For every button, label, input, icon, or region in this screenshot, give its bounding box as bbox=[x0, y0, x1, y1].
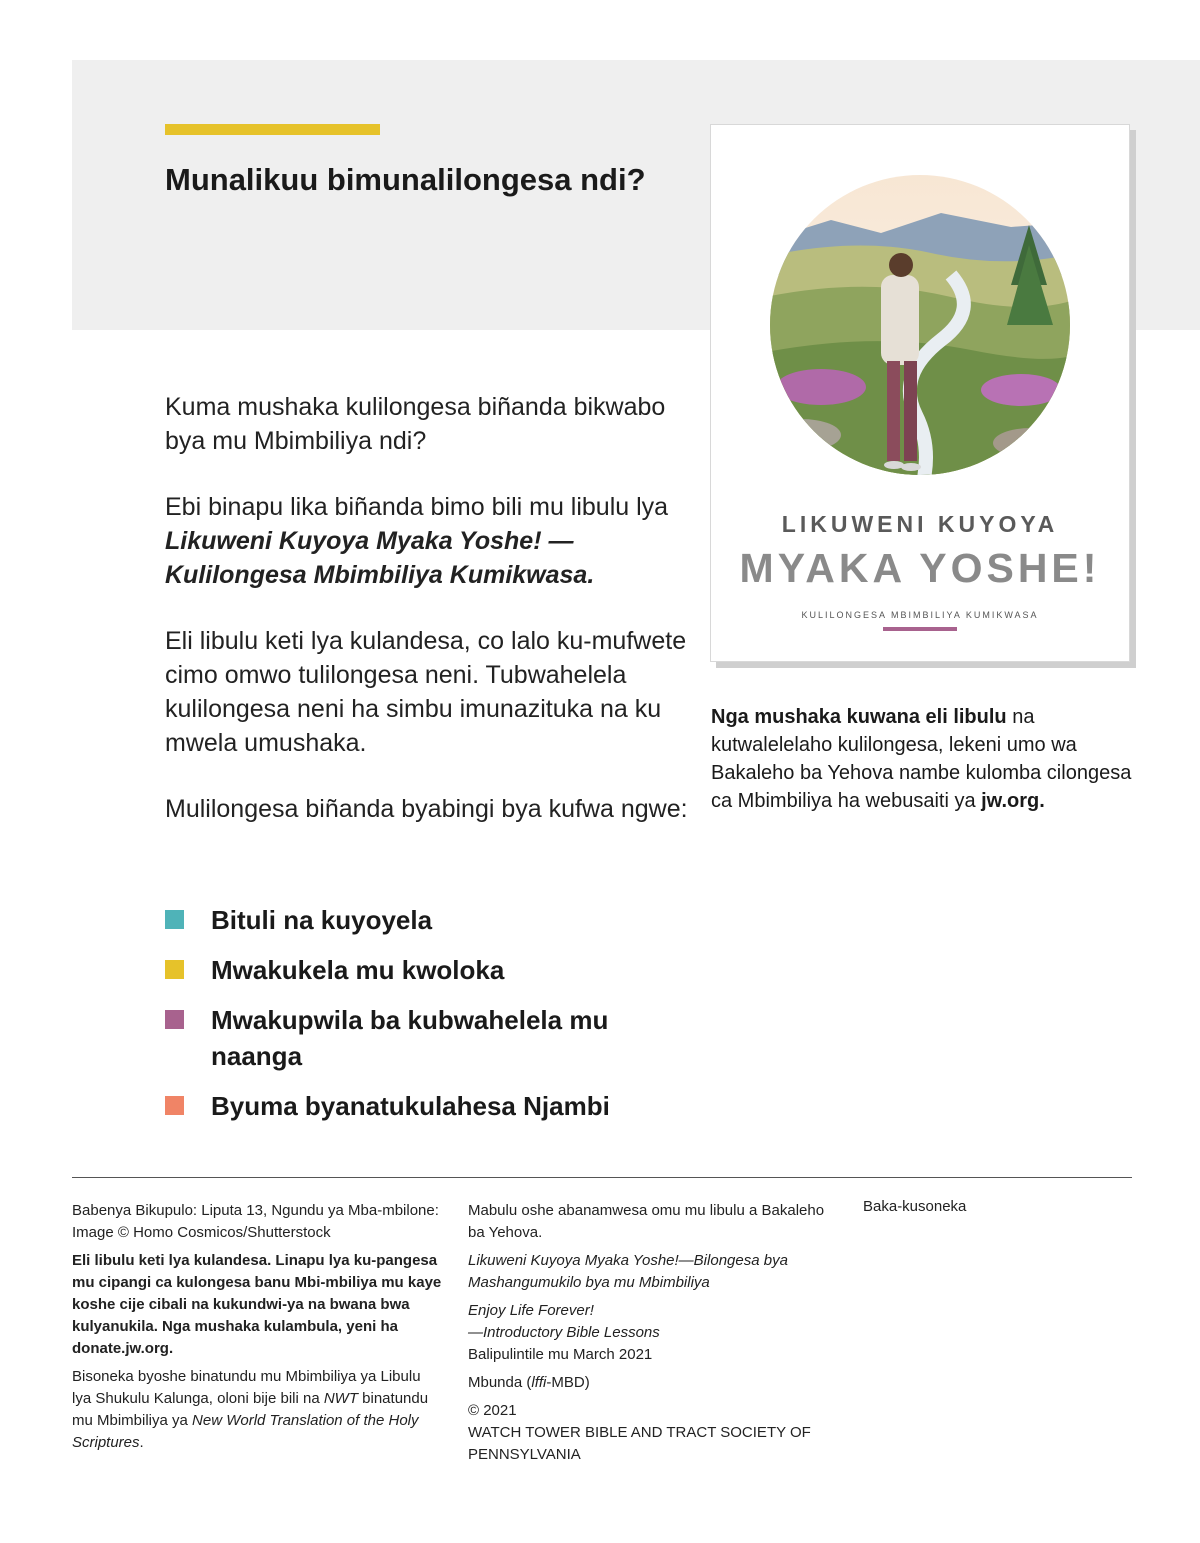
cta-text: na kutwalelelaho kulilongesa, lekeni umo wa Bakaleho ba Yehova nambe kulomba cilongesa ca Mbimbiliya ha webusaiti ya bbox=[711, 706, 1132, 812]
english-title-line-1: Enjoy Life Forever! bbox=[468, 1302, 594, 1319]
intro-paragraph-3: Eli libulu keti lya kulandesa, co lalo ku-mufwete cimo omwo tulilongesa neni. Tubwahelela kulilongesa neni ha simbu imunazituka na ku mwela umushaka. bbox=[165, 627, 687, 757]
image-credit: Babenya Bikupulo: Liputa 13, Ngundu ya Mba-mbilone: Image © Homo Cosmicos/Shutterstock bbox=[72, 1202, 439, 1241]
english-title-line-2: —Introductory Bible Lessons bbox=[468, 1324, 660, 1341]
publisher-note: Mabulu oshe abanamwesa omu mu libulu a Bakaleho ba Yehova. bbox=[468, 1202, 825, 1241]
topic-list bbox=[165, 902, 685, 1138]
topic-item bbox=[165, 952, 685, 988]
cover-illustration bbox=[711, 125, 1129, 505]
nwt-title: New World Translation of the Holy Scriptures bbox=[72, 1412, 419, 1451]
language-code-italic: lffi bbox=[531, 1374, 547, 1391]
local-title-text: Likuweni Kuyoya Myaka Yoshe!—Bilongesa bya Mashangumukilo bya mu Mbimbiliya bbox=[468, 1252, 788, 1291]
print-date: Balipulintile mu March 2021 bbox=[468, 1346, 653, 1363]
footer-column-3 bbox=[863, 1196, 1063, 1224]
cover-accent-line bbox=[883, 627, 957, 631]
book-cover bbox=[710, 124, 1130, 662]
teal-square-icon bbox=[165, 910, 184, 929]
nwt-abbrev: NWT bbox=[323, 1390, 358, 1407]
cta-lead: Nga mushaka kuwana eli libulu bbox=[711, 706, 1007, 728]
book-title: Likuweni Kuyoya Myaka Yoshe! —Kulilongesa Mbimbiliya Kumikwasa. bbox=[165, 527, 595, 589]
cover-subtitle: KULILONGESA MBIMBILIYA KUMIKWASA bbox=[801, 610, 1039, 620]
language-code-end: -MBD) bbox=[546, 1374, 590, 1391]
copyright-year: © 2021 bbox=[468, 1402, 517, 1419]
purple-square-icon bbox=[165, 1010, 184, 1029]
topic-label: Mwakupwila ba kubwahelela mu naanga bbox=[211, 1005, 609, 1071]
scripture-text-end: . bbox=[139, 1434, 144, 1451]
intro-paragraph-2 bbox=[165, 490, 695, 592]
intro-text bbox=[165, 390, 695, 858]
donation-note: Eli libulu keti lya kulandesa. Linapu lya ku-pangesa mu cipangi ca kulongesa banu Mbi-mbiliya mu kaye koshe cije cibali na kukundwi-ya na bwana bwa kulyanukila. Nga mushaka kulambula, yeni ha donate.jw.org. bbox=[72, 1252, 442, 1357]
topic-label: Mwakukela mu kwoloka bbox=[211, 955, 505, 985]
yellow-square-icon bbox=[165, 960, 184, 979]
footer-column-1 bbox=[72, 1200, 442, 1460]
footer-column-2 bbox=[468, 1200, 828, 1472]
topic-item bbox=[165, 902, 685, 938]
intro-paragraph-2-text: Ebi binapu lika biñanda bimo bili mu libulu lya bbox=[165, 493, 669, 521]
language-code bbox=[468, 1372, 828, 1394]
language-name: Mbunda ( bbox=[468, 1374, 532, 1391]
intro-paragraph-1: Kuma mushaka kulilongesa biñanda bikwabo bya mu Mbimbiliya ndi? bbox=[165, 393, 666, 455]
scripture-text: Bisoneka byoshe binatundu mu Mbimbiliya ya Libulu lya Shukulu Kalunga, oloni bije bili na bbox=[72, 1368, 421, 1407]
footer-divider bbox=[72, 1177, 1132, 1178]
topic-item bbox=[165, 1088, 685, 1124]
english-title bbox=[468, 1300, 828, 1366]
copyright bbox=[468, 1400, 828, 1466]
scripture-text-middle: binatundu mu Mbimbiliya ya bbox=[72, 1390, 429, 1429]
cover-title-main: MYAKA YOSHE! bbox=[739, 545, 1101, 591]
local-title bbox=[468, 1250, 828, 1294]
publisher-label: Baka-kusoneka bbox=[863, 1198, 967, 1215]
page-title: Munalikuu bimunalilongesa ndi? bbox=[165, 162, 646, 197]
title-accent-bar bbox=[165, 124, 380, 135]
call-to-action bbox=[711, 703, 1141, 815]
topic-item bbox=[165, 1002, 685, 1074]
copyright-holder: WATCH TOWER BIBLE AND TRACT SOCIETY OF PENNSYLVANIA bbox=[468, 1424, 811, 1463]
topic-label: Bituli na kuyoyela bbox=[211, 905, 433, 935]
website-link[interactable]: jw.org. bbox=[981, 790, 1045, 812]
topic-label: Byuma byanatukulahesa Njambi bbox=[211, 1091, 610, 1121]
scripture-note bbox=[72, 1366, 442, 1454]
cover-title-top: LIKUWENI KUYOYA bbox=[781, 511, 1059, 537]
intro-paragraph-4: Mulilongesa biñanda byabingi bya kufwa ngwe: bbox=[165, 795, 688, 823]
orange-square-icon bbox=[165, 1096, 184, 1115]
